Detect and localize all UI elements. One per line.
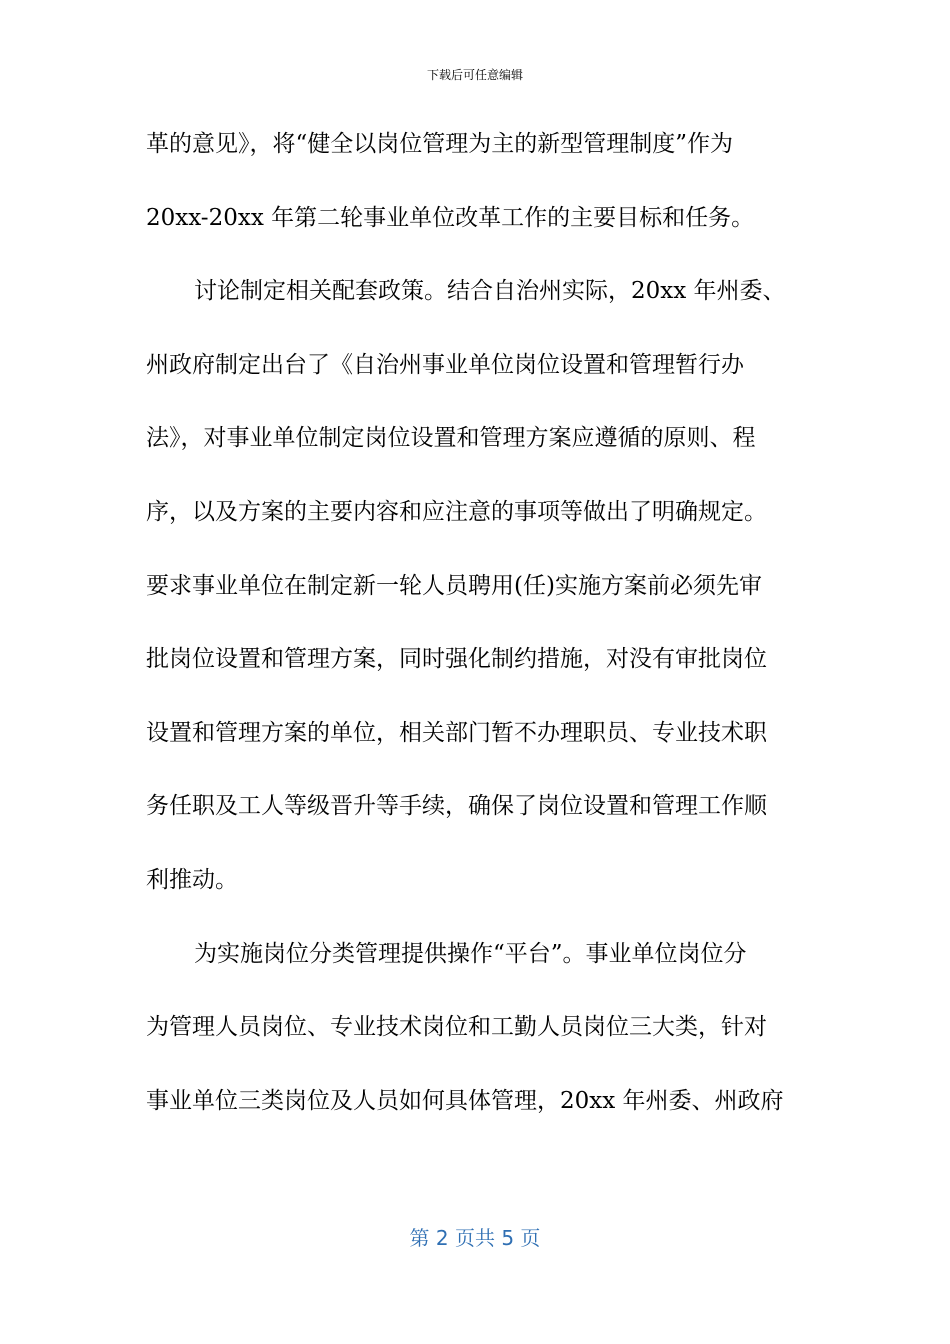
text-line: 革的意见》，将“健全以岗位管理为主的新型管理制度”作为: [146, 131, 734, 157]
text-line: 为管理人员岗位、专业技术岗位和工勤人员岗位三大类，针对: [146, 1014, 767, 1041]
text-line: 利推动。: [146, 866, 238, 893]
text-line: 设置和管理方案的单位，相关部门暂不办理职员、专业技术职: [146, 719, 767, 746]
text-line: 州政府制定出台了《自治州事业单位岗位设置和管理暂行办: [146, 351, 744, 378]
text-line: 法》，对事业单位制定岗位设置和管理方案应遵循的原则、程: [146, 425, 756, 452]
page-header-note: 下载后可任意编辑: [426, 68, 523, 82]
text-line: 20xx-20xx 年第二轮事业单位改革工作的主要目标和任务。: [146, 204, 755, 231]
text-line: 批岗位设置和管理方案，同时强化制约措施，对没有审批岗位: [146, 646, 767, 673]
text-line: 序，以及方案的主要内容和应注意的事项等做出了明确规定。: [146, 498, 767, 525]
page-number-footer: 第 2 页共 5 页: [409, 1226, 541, 1250]
paragraph-start-line: 为实施岗位分类管理提供操作“平台”。事业单位岗位分: [194, 940, 747, 967]
text-line: 事业单位三类岗位及人员如何具体管理，20xx 年州委、州政府: [146, 1087, 784, 1114]
document-body: [146, 118, 806, 1148]
paragraph-start-line: 讨论制定相关配套政策。结合自治州实际，20xx 年州委、: [194, 278, 786, 305]
text-line: 要求事业单位在制定新一轮人员聘用(任)实施方案前必须先审: [146, 572, 762, 599]
text-line: 务任职及工人等级晋升等手续，确保了岗位设置和管理工作顺: [146, 793, 767, 820]
